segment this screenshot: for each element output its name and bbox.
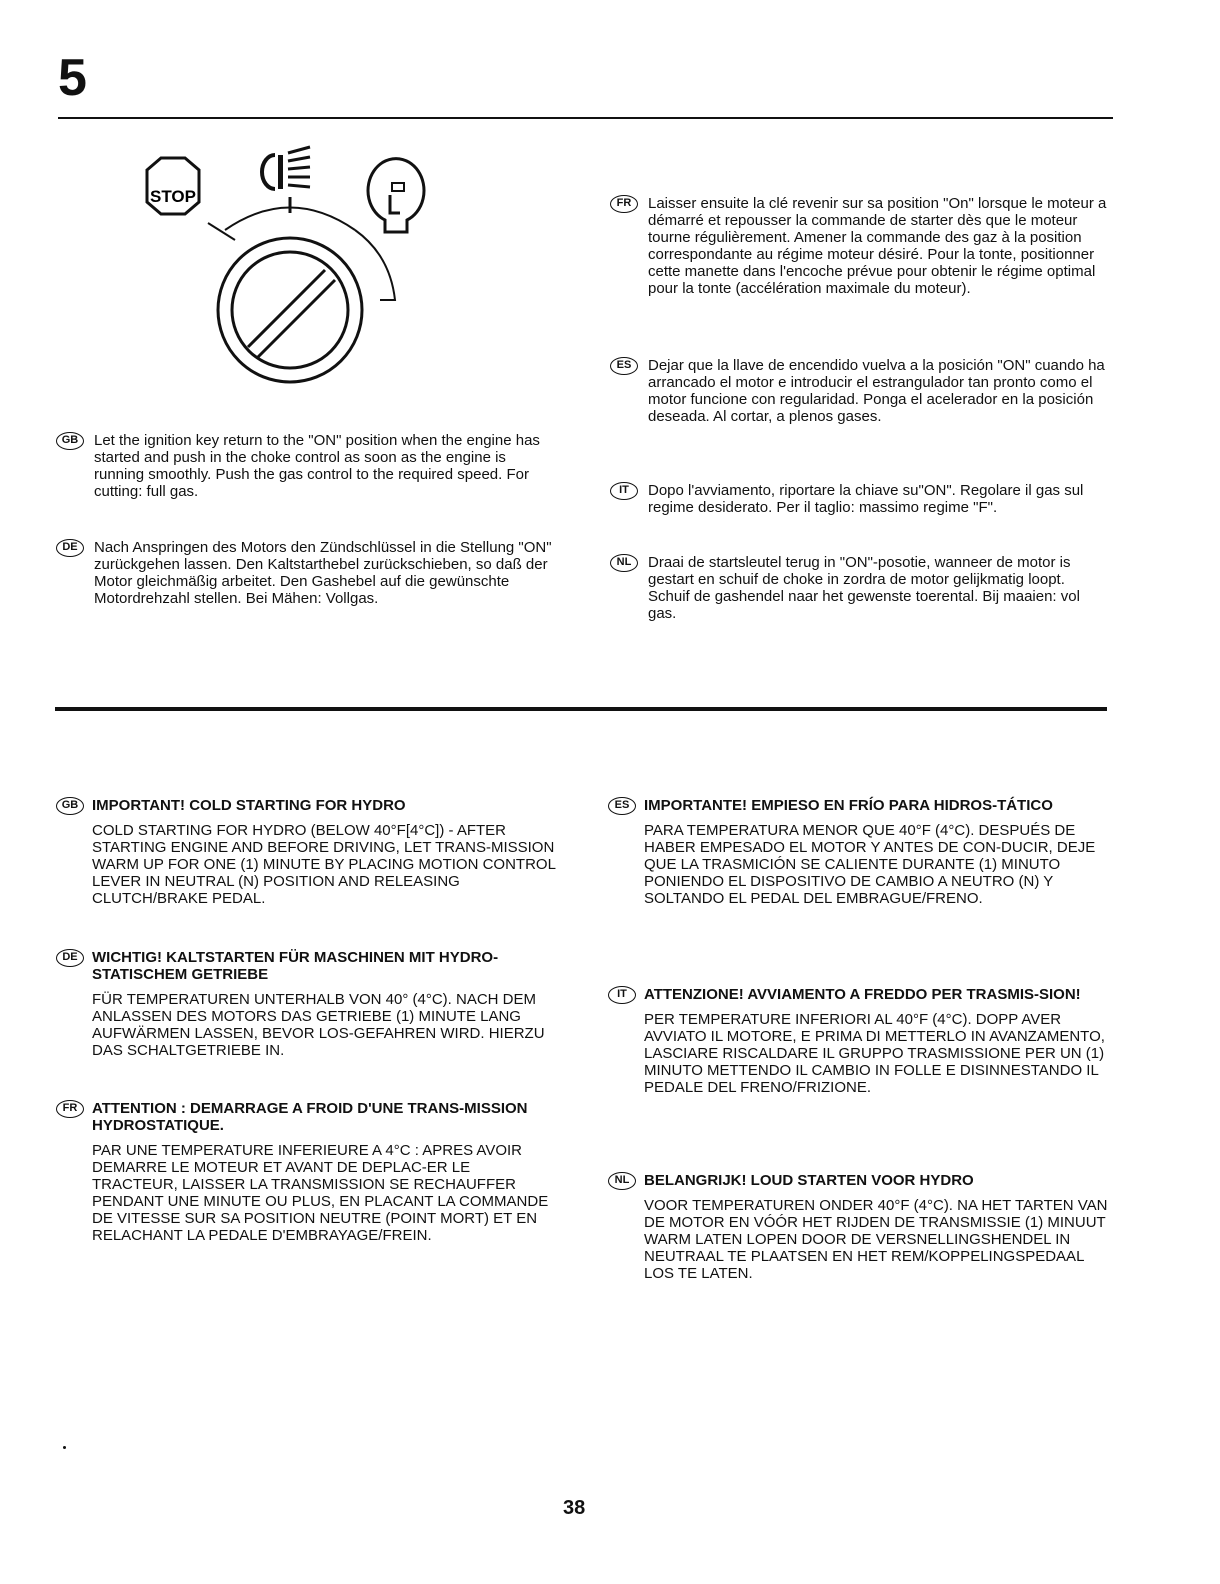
notice-it [608, 986, 1108, 1096]
middle-divider [55, 707, 1107, 711]
lang-badge-gb: GB [56, 797, 84, 815]
ignition-lock [218, 238, 362, 382]
lang-badge-it: IT [608, 986, 636, 1004]
notice-heading: ATTENZIONE! AVVIAMENTO A FREDDO PER TRASMIS-SION! [644, 986, 1081, 1003]
instruction-text: Dopo l'avviamento, riportare la chiave su"ON". Regolare il gas sul regime desiderato. Per il taglio: massimo regime "F". [648, 482, 1084, 516]
notice-heading: IMPORTANT! COLD STARTING FOR HYDRO [92, 797, 406, 814]
ignition-diagram [140, 125, 470, 390]
lang-badge-nl: NL [608, 1172, 636, 1190]
instruction-text: Let the ignition key return to the "ON" position when the engine has started and push in the choke control as soon as the engine is running smoothly. Push the gas control to the required speed. For cutting: full gas. [94, 432, 540, 500]
instruction-text: Nach Anspringen des Motors den Zündschlüssel in die Stellung "ON" zurückgehen lassen. Den Kaltstarthebel zurückschieben, so daß der Motor gleichmäßig arbeitet. Den Gashebel auf die gewünschte Motordrehzahl stellen. Bei Mähen: Vollgas. [94, 539, 552, 607]
notice-heading: ATTENTION : DEMARRAGE A FROID D'UNE TRANS-MISSION HYDROSTATIQUE. [92, 1100, 528, 1134]
lang-badge-es: ES [610, 357, 638, 375]
top-divider [58, 117, 1113, 119]
lang-badge-es: ES [608, 797, 636, 815]
notice-de [56, 949, 556, 1059]
lang-badge-nl: NL [610, 554, 638, 572]
lang-badge-de: DE [56, 949, 84, 967]
notice-heading: WICHTIG! KALTSTARTEN FÜR MASCHINEN MIT HYDRO-STATISCHEM GETRIEBE [92, 949, 499, 983]
stop-label: STOP [150, 187, 196, 206]
notice-heading: IMPORTANTE! EMPIESO EN FRÍO PARA HIDROS-TÁTICO [644, 797, 1053, 814]
instruction-de [56, 539, 556, 607]
stop-icon [147, 158, 199, 214]
lang-badge-gb: GB [56, 432, 84, 450]
stray-mark [63, 1446, 66, 1449]
start-icon [368, 159, 424, 232]
notice-heading: BELANGRIJK! LOUD STARTEN VOOR HYDRO [644, 1172, 974, 1189]
choke-icon [262, 147, 310, 189]
notice-body: COLD STARTING FOR HYDRO (BELOW 40°F[4°C]) - AFTER STARTING ENGINE AND BEFORE DRIVING, LET TRANS-MISSION WARM UP FOR ONE (1) MINUTE BY PLACING MOTION CONTROL LEVER IN NEUTRAL (N) POSITION AND RELEASING CLUTCH/BRAKE PEDAL. [92, 822, 556, 907]
instruction-text: Laisser ensuite la clé revenir sur sa position "On" lorsque le moteur a démarré et repousser la commande de starter dès que le moteur tourne régulièrement. Amener la commande des gaz à la position correspondante au régime moteur désiré. Pour la tonte, positionner cette manette dans l'encoche prévue pour obtenir le régime optimal pour la tonte (accélération maximale du moteur). [648, 195, 1107, 297]
lang-badge-de: DE [56, 539, 84, 557]
lang-badge-fr: FR [56, 1100, 84, 1118]
notice-body: FÜR TEMPERATUREN UNTERHALB VON 40° (4°C). NACH DEM ANLASSEN DES MOTORS DAS GETRIEBE (1) MINUTE LANG AUFWÄRMEN LASSEN, BEVOR LOS-GEFAHREN WIRD. HIERZU DAS SCHALTGETRIEBE IN. [92, 991, 545, 1059]
lang-badge-it: IT [610, 482, 638, 500]
notice-fr [56, 1100, 556, 1244]
notice-body: PER TEMPERATURE INFERIORI AL 40°F (4°C). DOPP AVER AVVIATO IL MOTORE, E PRIMA DI METTERLO IN AVANZAMENTO, LASCIARE RISCALDARE IL GRUPPO TRASMISSIONE PER UN (1) MINUTO METTENDO IL CAMBIO IN FOLLE E DISINNESTANDO IL PEDALE DEL FRENO/FRIZIONE. [644, 1011, 1105, 1096]
instruction-text: Draai de startsleutel terug in "ON"-posotie, wanneer de motor is gestart en schuif de choke in zordra de motor gelijkmatig loopt. Schuif de gashendel naar het gewenste toerental. Bij maaien: vol gas. [648, 554, 1080, 622]
notice-es [608, 797, 1108, 907]
page-number: 38 [563, 1497, 586, 1519]
instruction-gb [56, 432, 556, 500]
instruction-fr [610, 195, 1110, 297]
lang-badge-fr: FR [610, 195, 638, 213]
instruction-es [610, 357, 1110, 425]
notice-body: PAR UNE TEMPERATURE INFERIEURE A 4°C : APRES AVOIR DEMARRE LE MOTEUR ET AVANT DE DEPLAC-ER LE TRACTEUR, LAISSER LA TRANSMISSION SE RECHAUFFER PENDANT UNE MINUTE OU PLUS, EN PLACANT LA COMMANDE DE VITESSE SUR SA POSITION NEUTRE (POINT MORT) ET EN RELACHANT LA PEDALE D'EMBRAYAGE/FREIN. [92, 1142, 549, 1244]
notice-nl [608, 1172, 1108, 1282]
notice-body: VOOR TEMPERATUREN ONDER 40°F (4°C). NA HET TARTEN VAN DE MOTOR EN VÓÓR HET RIJDEN DE TRANSMISSIE (1) MINUUT WARM LATEN LOPEN DOOR DE VERSNELLINGSHENDEL IN NEUTRAAL TE PLAATSEN EN HET REM/KOPPELINGSPEDAAL LOS TE LATEN. [644, 1197, 1108, 1282]
notice-body: PARA TEMPERATURA MENOR QUE 40°F (4°C). DESPUÉS DE HABER EMPESADO EL MOTOR Y ANTES DE CON-DUCIR, DEJE QUE LA TRASMICIÓN SE CALIENTE DURANTE (1) MINUTO PONIENDO EL DISPOSITIVO DE CAMBIO A NEUTRO (N) Y SOLTANDO EL PEDAL DEL EMBRAGUE/FRENO. [644, 822, 1096, 907]
instruction-nl [610, 554, 1110, 622]
section-number: 5 [58, 49, 87, 107]
notice-gb [56, 797, 556, 907]
instruction-text: Dejar que la llave de encendido vuelva a la posición "ON" cuando ha arrancado el motor e introducir el estrangulador tan pronto como el motor funcione con regularidad. Ponga el acelerador en la posición deseada. Al cortar, a plenos gases. [648, 357, 1105, 425]
instruction-it [610, 482, 1110, 516]
